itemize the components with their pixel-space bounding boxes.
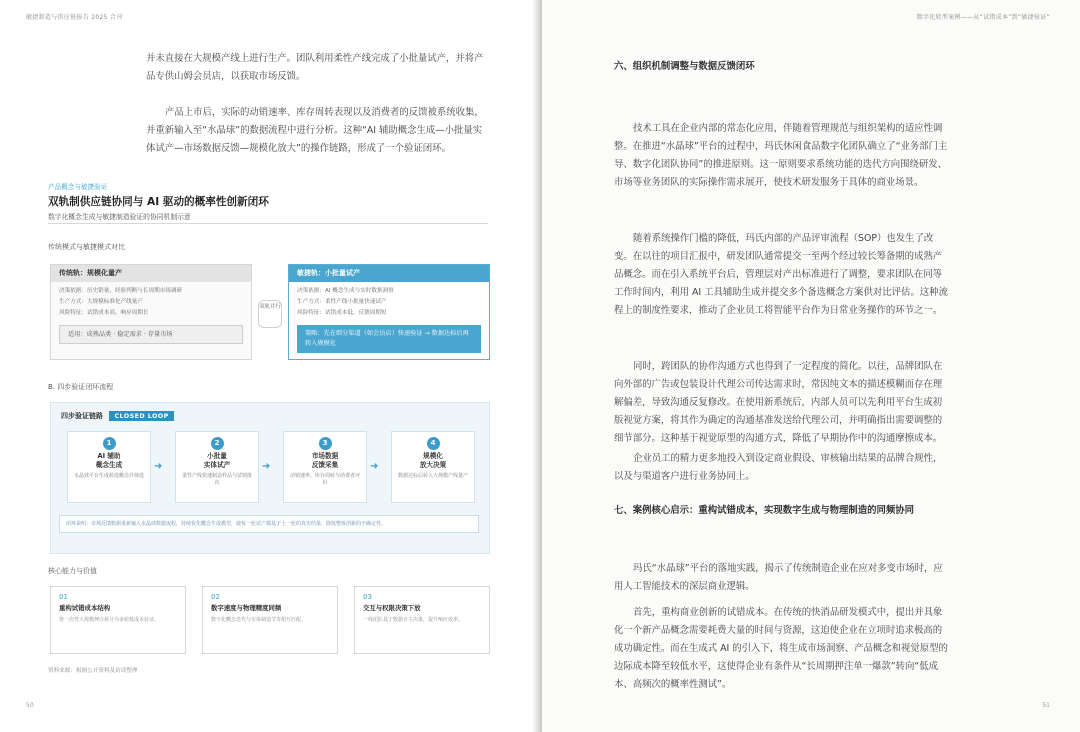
step-number-badge: 1	[103, 437, 116, 450]
card-description: 一线团队基于数据自主决策，提升响应效率。	[363, 617, 464, 623]
agile-pill: 策略：先在细分渠道（如会员店）快速验证 → 数据达标后再转入规模化	[297, 325, 481, 353]
card-description: 数字化概念迭代与实体制造节奏相互匹配。	[211, 617, 307, 623]
right-paragraph: 玛氏“水晶球”平台的落地实践，揭示了传统制造企业在应对多变市场时，应用人工智能技术的深层商业逻辑。	[614, 563, 943, 592]
right-page-number: 51	[1042, 702, 1050, 709]
traditional-item: 决策依据：历史销量、经验判断与长周期市场调研	[59, 288, 183, 294]
step-title: 小批量 实体试产	[203, 452, 231, 469]
section-7-heading: 七、案例核心启示：重构试错成本，实现数字生成与物理制造的同频协同	[614, 505, 915, 516]
right-paragraph: 首先，重构商业创新的试错成本。在传统的快消品研发模式中，提出并具象化一个新产品概念需要耗费大量的时间与资源，这迫使企业在立项时追求极高的成功确定性。而在生成式 AI 的引入下，将生成市场洞察、产品概念和视觉原型的边际成本降至较低水平，这使得企业有条件从“长周期押注单一爆款”转向“低成本、高频次的概率性测试”。	[614, 607, 948, 690]
loop-step-2	[175, 431, 259, 503]
figure-subtitle: 数字化概念生成与敏捷制造验证的协同机制示意	[48, 213, 191, 221]
card-title: 数字速度与物理精度同频	[211, 604, 282, 612]
loop-step-4	[391, 431, 475, 503]
loop-step-1	[67, 431, 151, 503]
section-a-label: 传统模式与敏捷模式对比	[48, 243, 125, 251]
right-paragraph: 企业员工的精力更多地投入到设定商业假设、审核输出结果的品牌合规性，以及与渠道客户进行业务协同上。	[614, 453, 943, 482]
figure-title: 双轨制供应链协同与 AI 驱动的概率性创新闭环	[48, 196, 269, 208]
step-description: 数据达标后转入大规模产线量产	[397, 473, 468, 479]
step-description: 柔性产线快速制造样品与试销批次	[181, 473, 252, 486]
card-number: 02	[211, 593, 220, 601]
left-paragraph-1: 并未直接在大规模产线上进行生产。团队利用柔性产线完成了小批量试产，并将产品专供山姆会员店，以获取市场反馈。	[146, 53, 484, 82]
agile-item: 决策依据：AI 概念生成与实时数据洞察	[297, 288, 394, 294]
dual-track-connector: 双轨并行	[258, 300, 282, 328]
card-number: 03	[363, 593, 372, 601]
figure-divider	[48, 223, 488, 224]
agile-track-box	[288, 264, 490, 360]
traditional-track-heading: 传统轨：规模化量产	[51, 265, 251, 282]
left-page-number: 50	[26, 702, 34, 709]
agile-track-heading: 敏捷轨：小批量试产	[289, 265, 489, 282]
loop-heading	[61, 411, 174, 421]
section-c-label: 核心能力与价值	[48, 567, 97, 575]
step-number-badge: 2	[211, 437, 224, 450]
card-title: 交互与权限决策下放	[363, 604, 421, 612]
step-description: 动销速率、库存周转与消费者评价	[289, 473, 360, 486]
traditional-item: 生产方式：大规模标准化产线量产	[59, 299, 143, 305]
left-running-head: 敏捷制造与供应链报告 2025 合刊	[26, 14, 123, 21]
closed-loop-panel	[50, 402, 490, 554]
section-b-label: B. 四步验证闭环流程	[48, 383, 114, 391]
right-page	[542, 0, 1080, 732]
right-paragraph: 随着系统操作门槛的降低，玛氏内部的产品评审流程（SOP）也发生了改变。在以往的项目汇报中，研发团队通常提交一至两个经过较长筹备期的成熟产品概念。而在引入系统平台后，管理层对产出标准进行了调整，要求团队在同等工作时间内，利用 AI 工具辅助生成并提交多个备选概念方案供对比评估。这种流程上的制度性要求，推动了企业员工将智能平台作为日常业务操作的环节之一。	[614, 233, 948, 316]
agile-item: 生产方式：柔性产线小批量快速试产	[297, 299, 387, 305]
traditional-pill: 适用：成熟品类 · 稳定需求 · 存量市场	[59, 325, 243, 344]
right-paragraph: 同时，跨团队的协作沟通方式也得到了一定程度的简化。以往，品牌团队在向外部的广告或包装设计代理公司传达需求时，常因纯文本的描述模糊而存在理解偏差，导致沟通反复修改。在使用新系统后，内部人员可以先利用平台生成初版视觉方案，将其作为确定的沟通基准发送给代理公司，并明确指出需要调整的细节部分。这种基于视觉原型的沟通方式，降低了早期协作中的沟通摩擦成本。	[614, 361, 943, 444]
left-page	[0, 0, 538, 732]
loop-note: 闭环说明：市场反馈数据重新输入水晶球数据流程，持续优化概念生成模型，使每一轮试产都基于上一轮的真实结果，降低整体创新的不确定性。	[59, 515, 479, 533]
card-description: 将一次性大规模押注拆分为多轮低成本验证。	[59, 617, 160, 623]
figure-kicker: 产品概念与敏捷验证	[48, 183, 108, 191]
right-running-head: 数字化转型案例——从“试错成本”到“敏捷验证”	[916, 14, 1050, 21]
card-number: 01	[59, 593, 68, 601]
loop-title: 四步验证链路	[61, 412, 103, 420]
card-title: 重构试错成本结构	[59, 604, 111, 612]
step-number-badge: 4	[427, 437, 440, 450]
arrow-right-icon: ➜	[262, 461, 271, 472]
value-card-1	[50, 586, 186, 654]
step-title: 规模化 放大决策	[419, 452, 447, 469]
step-description: 水晶球平台生成候选概念并筛选	[73, 473, 144, 479]
arrow-right-icon: ➜	[154, 461, 163, 472]
traditional-item: 风险特征：试错成本高，响应周期长	[59, 310, 149, 316]
arrow-right-icon: ➜	[370, 461, 379, 472]
value-card-2	[202, 586, 338, 654]
step-title: 市场数据 反馈采集	[311, 452, 339, 469]
section-6-heading: 六、组织机制调整与数据反馈闭环	[614, 61, 755, 72]
traditional-track-box	[50, 264, 252, 360]
figure-source: 资料来源：根据公开资料及访谈整理	[48, 668, 138, 674]
left-paragraph-2: 产品上市后，实际的动销速率、库存周转表现以及消费者的反馈被系统收集，并重新输入至“水晶球”的数据流程中进行分析。这种“AI 辅助概念生成—小批量实体试产—市场数据反馈—规模化放大”的操作链路，形成了一个验证闭环。	[146, 107, 484, 154]
step-title: AI 辅助 概念生成	[95, 452, 123, 469]
agile-item: 风险特征：试错成本低，反馈周期短	[297, 310, 387, 316]
value-card-3	[354, 586, 490, 654]
right-paragraph: 技术工具在企业内部的常态化应用，伴随着管理规范与组织架构的适应性调整。在推进“水晶球”平台的过程中，玛氏休闲食品数字化团队确立了“业务部门主导、数字化团队协同”的推进原则。这一原则要求系统功能的迭代方向围绕研发、市场等业务团队的实际操作需求展开，使技术研发服务于具体的商业场景。	[614, 123, 948, 188]
step-number-badge: 3	[319, 437, 332, 450]
closed-loop-badge: CLOSED LOOP	[109, 411, 173, 421]
loop-step-3	[283, 431, 367, 503]
